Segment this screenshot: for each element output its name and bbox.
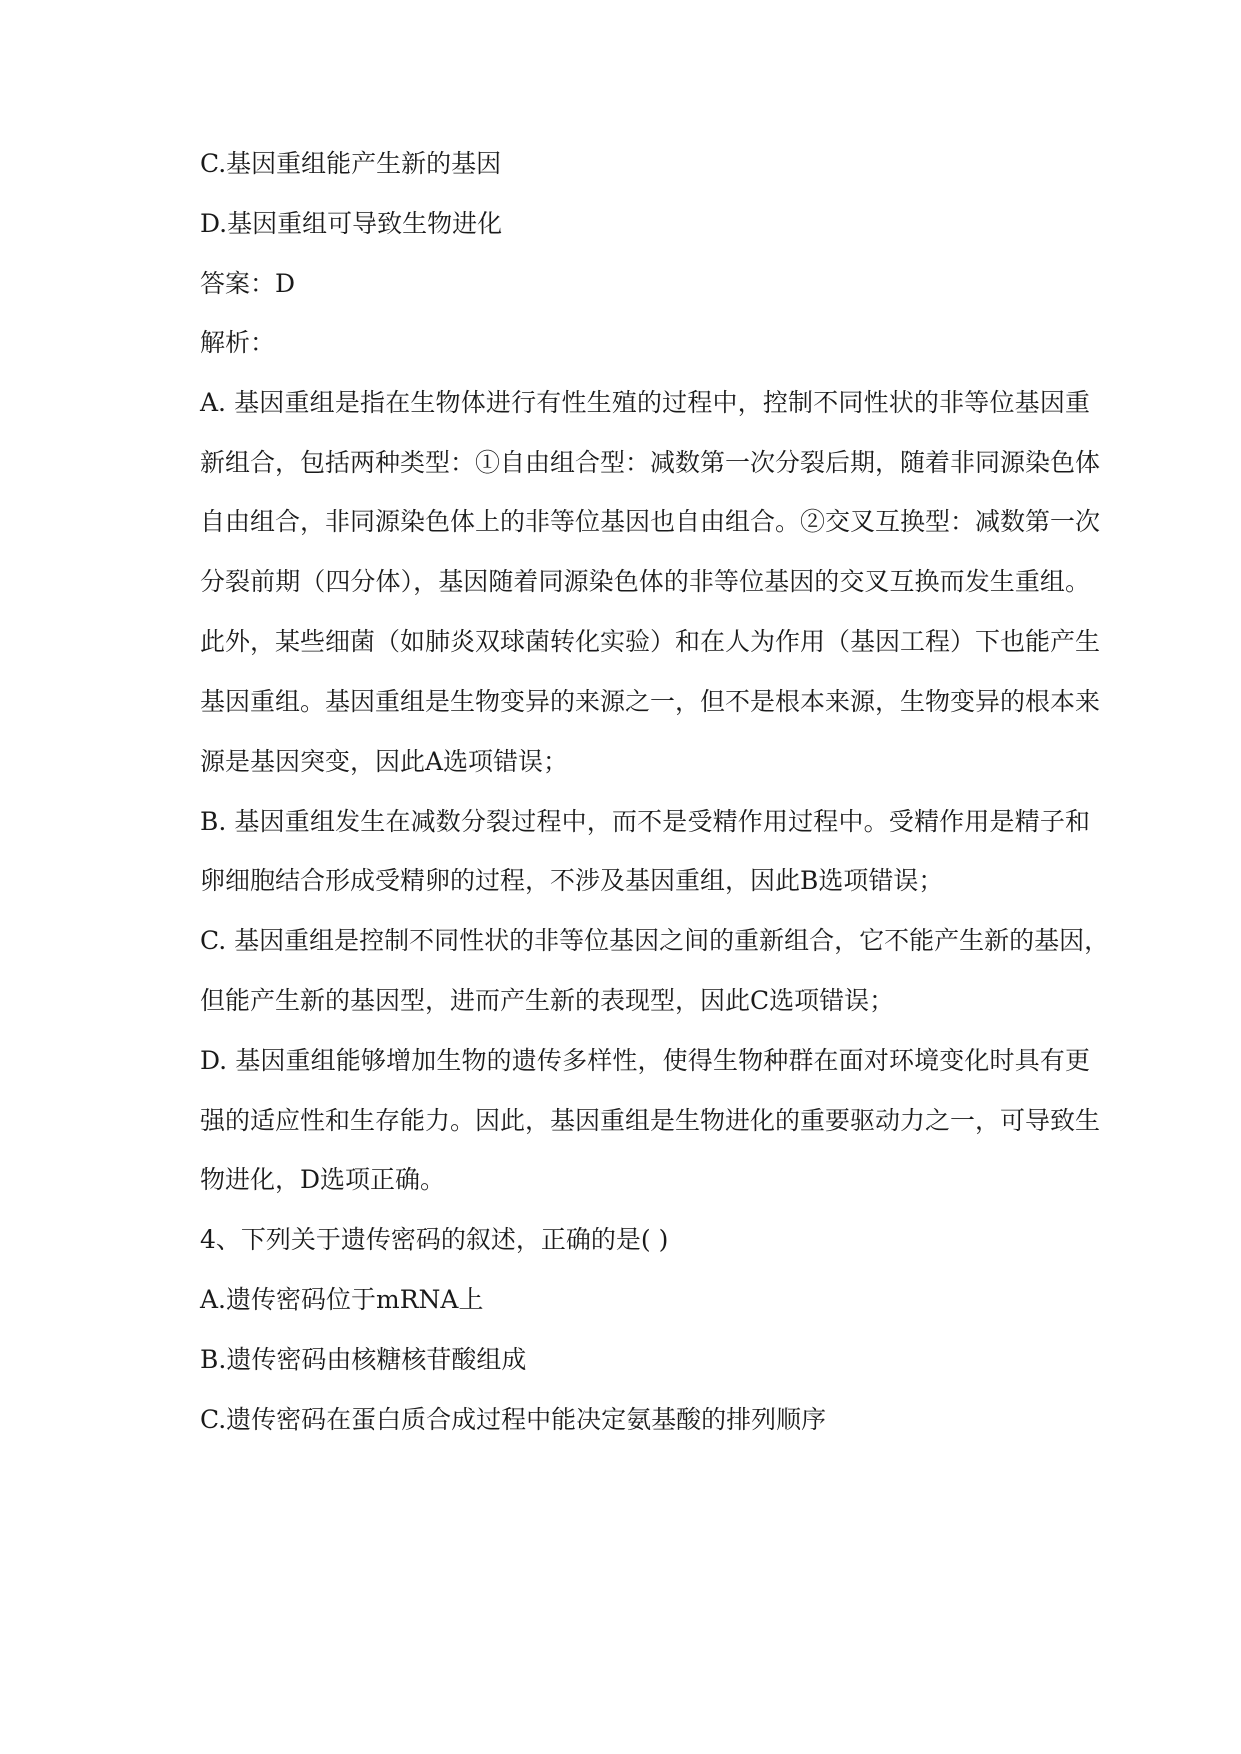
- explanation-c-line: 但能产生新的基因型，进而产生新的表现型，因此C选项错误；: [200, 986, 895, 1015]
- explanation-a-line: 分裂前期（四分体），基因随着同源染色体的非等位基因的交叉互换而发生重组。: [200, 567, 1090, 596]
- answer: 答案：D: [200, 269, 296, 298]
- explanation-b-line: B. 基因重组发生在减数分裂过程中，而不是受精作用过程中。受精作用是精子和: [200, 807, 1090, 836]
- question-4-stem: 4、下列关于遗传密码的叙述，正确的是( ): [200, 1225, 669, 1254]
- question-4-option: B.遗传密码由核糖核苷酸组成: [200, 1345, 527, 1374]
- explanation-d-line: 物进化，D选项正确。: [200, 1165, 446, 1194]
- explanation-b-line: 卵细胞结合形成受精卵的过程，不涉及基因重组，因此B选项错误；: [200, 866, 944, 895]
- explanation-d-line: 强的适应性和生存能力。因此，基因重组是生物进化的重要驱动力之一，可导致生: [200, 1106, 1101, 1135]
- analysis-label: 解析：: [200, 328, 276, 357]
- explanation-a-line: 基因重组。基因重组是生物变异的来源之一，但不是根本来源，生物变异的根本来: [200, 687, 1101, 716]
- explanation-a-line: 源是基因突变，因此A选项错误；: [200, 747, 569, 776]
- option-c: C.基因重组能产生新的基因: [200, 149, 502, 178]
- question-4-option: A.遗传密码位于mRNA上: [200, 1285, 484, 1314]
- explanation-d-line: D. 基因重组能够增加生物的遗传多样性，使得生物种群在面对环境变化时具有更: [200, 1046, 1090, 1075]
- explanation-c-line: C. 基因重组是控制不同性状的非等位基因之间的重新组合，它不能产生新的基因，: [200, 926, 1110, 955]
- explanation-a-line: 新组合，包括两种类型：①自由组合型：减数第一次分裂后期，随着非同源染色体: [200, 448, 1101, 477]
- explanation-a-line: A. 基因重组是指在生物体进行有性生殖的过程中，控制不同性状的非等位基因重: [200, 388, 1090, 417]
- option-d: D.基因重组可导致生物进化: [200, 209, 503, 238]
- question-4-option: C.遗传密码在蛋白质合成过程中能决定氨基酸的排列顺序: [200, 1405, 827, 1434]
- explanation-a-line: 自由组合，非同源染色体上的非等位基因也自由组合。②交叉互换型：减数第一次: [200, 507, 1101, 536]
- explanation-a-line: 此外，某些细菌（如肺炎双球菌转化实验）和在人为作用（基因工程）下也能产生: [200, 627, 1101, 656]
